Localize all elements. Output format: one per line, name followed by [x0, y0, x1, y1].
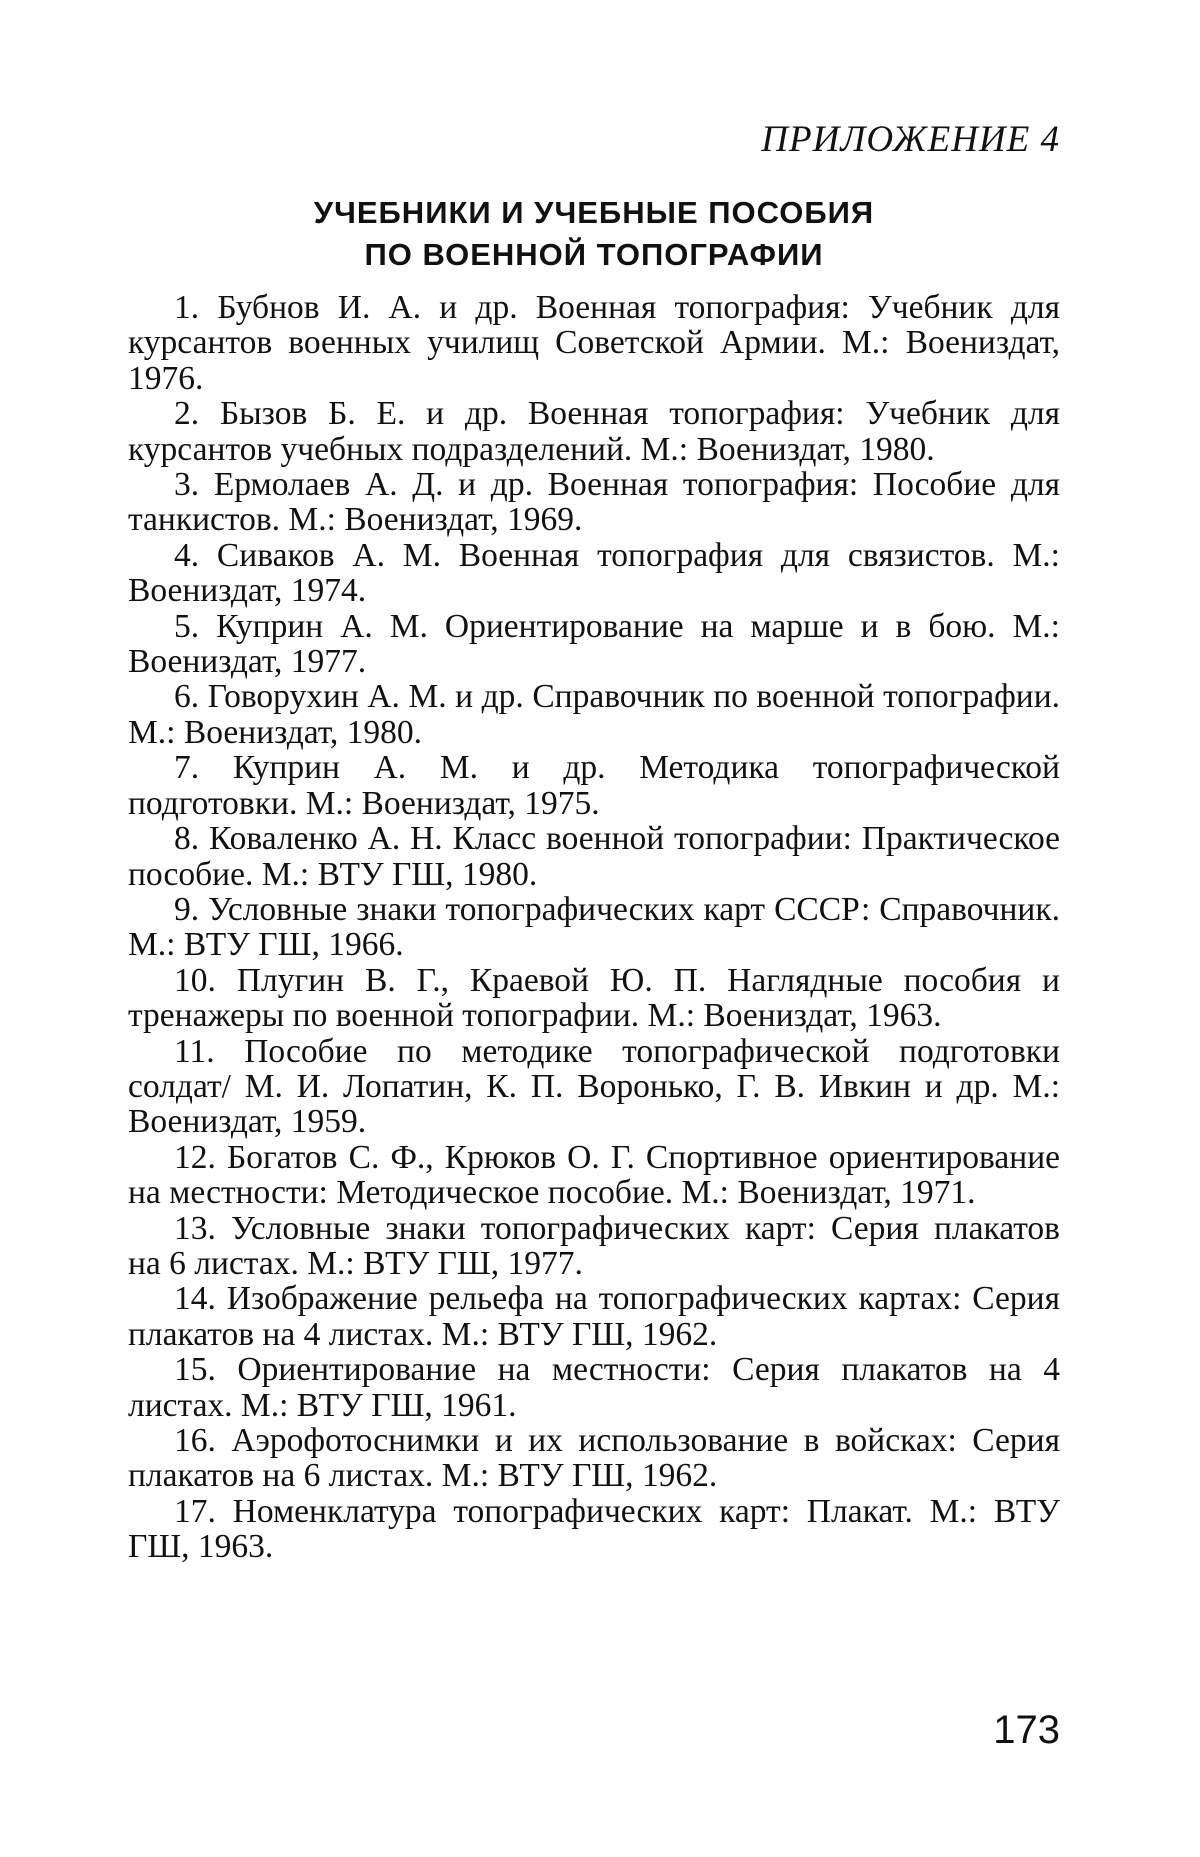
bibliography-entry: 2. Бызов Б. Е. и др. Военная топография: Учебник для курсантов учебных подразделений. М.: Воениздат, 1980.	[128, 395, 1060, 468]
bibliography-entry: 5. Куприн А. М. Ориентирование на марше и в бою. М.: Воениздат, 1977.	[128, 607, 1060, 681]
bibliography-entry: 6. Говорухин А. М. и др. Справочник по военной топографии. М.: Воениздат, 1980.	[128, 678, 1060, 751]
title-line: УЧЕБНИКИ И УЧЕБНЫЕ ПОСОБИЯ	[313, 195, 875, 230]
bibliography-entry: 11. Пособие по методике топографической подготовки солдат/ М. И. Лопатин, К. П. Воронько, Г. В. Ивкин и др. М.: Воениздат, 1959.	[128, 1032, 1060, 1141]
bibliography-entry: 15. Ориентирование на местности: Серия плакатов на 4 листах. М.: ВТУ ГШ, 1961.	[128, 1351, 1060, 1424]
bibliography-list	[128, 290, 1060, 1565]
bibliography-entry: 10. Плугин В. Г., Краевой Ю. П. Наглядные пособия и тренажеры по военной топографии. М.: Воениздат, 1963.	[128, 961, 1060, 1035]
bibliography-entry: 17. Номенклатура топографических карт: Плакат. М.: ВТУ ГШ, 1963.	[128, 1492, 1060, 1566]
bibliography-entry: 3. Ермолаев А. Д. и др. Военная топография: Пособие для танкистов. М.: Воениздат, 1969.	[128, 466, 1060, 539]
bibliography-entry: 13. Условные знаки топографических карт: Серия плакатов на 6 листах. М.: ВТУ ГШ, 1977.	[128, 1209, 1060, 1282]
title-line: ПО ВОЕННОЙ ТОПОГРАФИИ	[364, 237, 824, 272]
book-page	[128, 118, 1060, 1565]
bibliography-entry: 4. Сиваков А. М. Военная топография для связистов. М.: Воениздат, 1974.	[128, 536, 1060, 610]
page-number: 173	[993, 1708, 1060, 1752]
bibliography-entry: 9. Условные знаки топографических карт СССР: Справочник. М.: ВТУ ГШ, 1966.	[128, 890, 1060, 964]
bibliography-entry: 16. Аэрофотоснимки и их использование в войсках: Серия плакатов на 6 листах. М.: ВТУ ГШ, 1962.	[128, 1422, 1060, 1495]
appendix-label: ПРИЛОЖЕНИЕ 4	[761, 119, 1060, 160]
bibliography-entry: 12. Богатов С. Ф., Крюков О. Г. Спортивное ориентирование на местности: Методическое пособие. М.: Воениздат, 1971.	[128, 1138, 1060, 1212]
bibliography-entry: 7. Куприн А. М. и др. Методика топографической подготовки. М.: Воениздат, 1975.	[128, 749, 1060, 822]
bibliography-entry: 1. Бубнов И. А. и др. Военная топография: Учебник для курсантов военных училищ Советской Армии. М.: Воениздат, 1976.	[128, 289, 1060, 397]
bibliography-entry: 8. Коваленко А. Н. Класс военной топографии: Практическое пособие. М.: ВТУ ГШ, 1980.	[128, 820, 1060, 893]
bibliography-entry: 14. Изображение рельефа на топографических картах: Серия плакатов на 4 листах. М.: ВТУ ГШ, 1962.	[128, 1280, 1060, 1353]
page-title	[128, 192, 1060, 276]
